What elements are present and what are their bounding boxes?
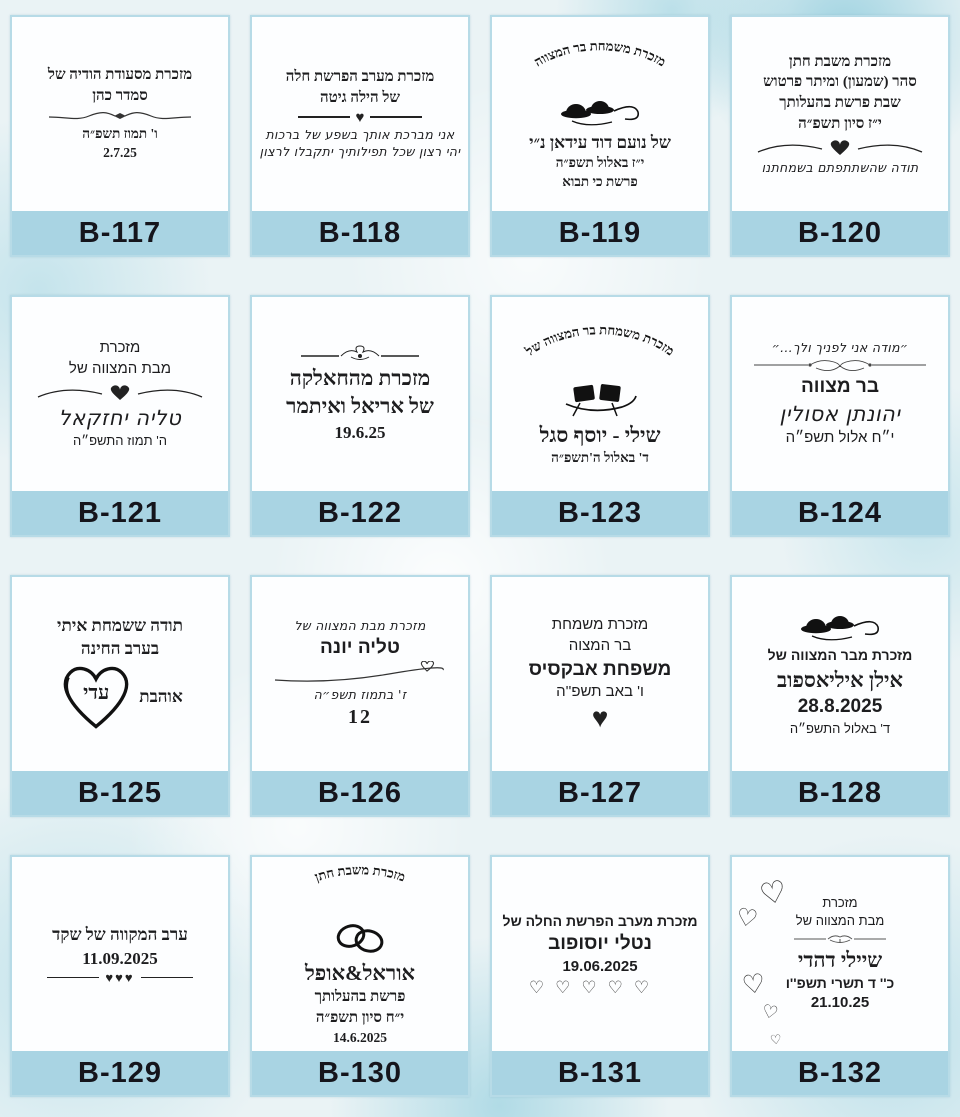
design-card-b-131[interactable]	[490, 855, 710, 1097]
stamp-text-line: טליה יחזקאל	[58, 405, 182, 430]
product-code-label: B-126	[252, 771, 468, 815]
design-card-b-122[interactable]	[250, 295, 470, 537]
stamp-text-line: ה' תמוז התשפ״ה	[73, 432, 167, 448]
product-code-label: B-122	[252, 491, 468, 535]
design-card-b-129[interactable]	[10, 855, 230, 1097]
design-card-b-118[interactable]	[250, 15, 470, 257]
stamp-preview	[492, 857, 708, 1051]
product-code-label: B-131	[492, 1051, 708, 1095]
stamp-text-line: יהי רצון שכל תפילותיך יתקבלו לרצון	[259, 144, 461, 160]
tefillin-ornament	[552, 380, 648, 420]
stamp-text-line: ״מודה אני לפניך ולך...״	[771, 339, 909, 355]
hearts-line-ornament: ♥♥♥	[47, 971, 192, 984]
stamp-text-line: מזכרת	[822, 895, 858, 910]
stamp-preview	[252, 577, 468, 771]
five-hearts-ornament: ♡♡♡♡♡	[528, 977, 661, 997]
arched-title	[504, 321, 696, 378]
stamp-text-line: מזכרת מסעודת הודיה של	[47, 67, 193, 84]
stamp-preview	[12, 297, 228, 491]
design-card-b-121[interactable]	[10, 295, 230, 537]
stamp-preview	[12, 577, 228, 771]
stamp-text-line: פרשת כי תבוא	[562, 174, 638, 190]
stamp-text-line: ז' בתמוז תשפ״ה	[313, 687, 407, 703]
stamp-preview	[12, 857, 228, 1051]
stamp-text-line: מזכרת משמחת	[551, 616, 649, 633]
product-code-label: B-124	[732, 491, 948, 535]
stamp-text-line: מבת המצווה של	[68, 359, 172, 377]
stamp-text-line: י״ז סיון תשפ״ה	[798, 115, 882, 132]
stamp-preview	[492, 17, 708, 211]
stamp-preview	[252, 17, 468, 211]
stamp-text-line: של הילה גיטה	[320, 89, 400, 106]
hats-ornament	[552, 96, 648, 130]
stamp-text-line: שילי - יוסף סגל	[539, 422, 661, 447]
stamp-text-line: מזכרת מבר המצווה של	[767, 647, 913, 664]
stamp-text-line: בר המצוה	[568, 636, 632, 654]
small-flourish-ornament	[790, 932, 890, 945]
heart-outline-icon: עדי	[57, 661, 135, 733]
product-code-label: B-125	[12, 771, 228, 815]
stamp-text-line: מזכרת משבת חתן	[788, 53, 892, 70]
stamp-text-line: כ'' ד תשרי תשפ''ו	[785, 974, 895, 991]
product-code-label: B-132	[732, 1051, 948, 1095]
stamp-text-line: פרשת בהעלותך	[314, 989, 406, 1006]
heart-icon: ♡	[733, 903, 760, 934]
product-code-label: B-118	[252, 211, 468, 255]
heart-line-ornament: ♥	[298, 110, 423, 125]
heart-with-name	[57, 661, 183, 733]
heart-swoosh-ornament	[754, 136, 926, 158]
stamp-text-line: תודה שהשתתפתם בשמחתנו	[761, 159, 919, 175]
stamp-preview	[492, 577, 708, 771]
stamp-preview	[12, 17, 228, 211]
stamp-text-line: מזכרת מערב הפרשת החלה של	[502, 912, 698, 929]
stamp-text-line: של נועם דוד עידאן נ״י	[529, 133, 671, 152]
stamp-text-line: ד' באלול ה'תשפ״ה	[551, 450, 649, 466]
product-code-label: B-120	[732, 211, 948, 255]
stamp-text-line: מזכרת מהחאלקה	[289, 366, 431, 391]
svg-text:מזכרת משבת חתן: מזכרת משבת חתן	[312, 862, 408, 885]
design-card-b-120[interactable]	[730, 15, 950, 257]
product-code-label: B-128	[732, 771, 948, 815]
stamp-text-line: יהונתן אסולין	[779, 402, 901, 427]
arched-title	[264, 861, 456, 918]
stamp-preview	[252, 857, 468, 1051]
stamp-preview	[732, 17, 948, 211]
stamp-text-line: בר מצווה	[800, 376, 880, 398]
product-code-label: B-121	[12, 491, 228, 535]
stamp-text-line: מבת המצווה של	[795, 913, 885, 929]
stamp-text-line: תודה ששמחת איתי	[57, 615, 183, 635]
stamp-preview	[252, 297, 468, 491]
stamp-text-line: אני מברכת אותך בשפע של ברכות	[265, 126, 455, 142]
stamp-text-line: סמדר כהן	[92, 88, 148, 105]
product-code-label: B-127	[492, 771, 708, 815]
stamp-text-line: אוראל&אופל	[304, 961, 416, 986]
stamp-preview	[732, 577, 948, 771]
heart-underline-ornament	[271, 661, 449, 685]
stamp-preview	[732, 857, 948, 1051]
solid-heart-ornament: ♥	[591, 702, 609, 733]
stamp-text-line: שיילי דהדי	[797, 947, 883, 972]
stamp-text-line: משפחת אבקסיס	[528, 658, 672, 680]
stamp-text-line: אילן איליאספוב	[776, 667, 904, 692]
rings-ornament	[324, 920, 396, 958]
stamp-text-line: מזכרת מבת המצווה של	[294, 618, 426, 633]
stamp-text-line: 11.09.2025	[82, 948, 158, 968]
hearts-scatter-decoration	[734, 863, 794, 1051]
stamp-text-line: סהר (שמעון) ומיתר פרטוש	[763, 74, 917, 91]
swirl-divider-ornament	[45, 108, 195, 124]
scroll-flourish-ornament	[752, 357, 928, 373]
svg-text:מזכרת משמחת בר המצווה של: מזכרת משמחת בר המצווה של	[522, 322, 678, 359]
stamp-text-line: 14.6.2025	[333, 1029, 387, 1045]
stamp-text-line: מזכרת	[99, 339, 141, 356]
stamp-preview	[732, 297, 948, 491]
design-card-b-117[interactable]	[10, 15, 230, 257]
stamp-text-line: אוהבת	[139, 687, 183, 707]
stamp-text-line: בערב החינה	[80, 639, 160, 658]
product-code-label: B-119	[492, 211, 708, 255]
design-card-b-126[interactable]	[250, 575, 470, 817]
product-code-label: B-117	[12, 211, 228, 255]
product-code-label: B-123	[492, 491, 708, 535]
heart-swoosh-ornament	[34, 381, 206, 403]
design-card-b-119[interactable]	[490, 15, 710, 257]
stamp-text-line: 2.7.25	[103, 144, 137, 160]
stamp-text-line: שבת פרשת בהעלותך	[779, 95, 901, 112]
stamp-text-line: י״ח סיון תשפ״ה	[315, 1010, 405, 1027]
design-card-b-123[interactable]	[490, 295, 710, 537]
stamp-text-line: 19.6.25	[334, 422, 386, 442]
stamp-text-line: י״ז באלול תשפ״ה	[555, 155, 645, 171]
crown-flourish-ornament	[295, 345, 425, 363]
design-card-b-124[interactable]	[730, 295, 950, 537]
heart-icon: ♡	[760, 1000, 781, 1024]
stamp-text-line: י״ח אלול תשפ״ה	[785, 429, 895, 447]
stamp-text-line: ו' באב תשפ''ה	[556, 683, 644, 701]
stamp-text-line: נטלי יוסופוב	[548, 933, 652, 954]
stamp-text-line: ערב המקווה של שקד	[52, 925, 188, 945]
stamp-preview	[492, 297, 708, 491]
heart-icon: ♡	[740, 967, 768, 1001]
svg-text:מזכרת משמחת בר המצווה: מזכרת משמחת בר המצווה	[531, 38, 669, 70]
design-card-b-127[interactable]	[490, 575, 710, 817]
stamp-text-line: 12	[348, 706, 372, 728]
product-code-label: B-129	[12, 1051, 228, 1095]
design-card-b-132[interactable]	[730, 855, 950, 1097]
stamp-text-line: 28.8.2025	[797, 695, 883, 717]
stamp-text-line: ו' תמוז תשפ״ה	[82, 125, 158, 141]
heart-icon: ♡	[769, 1031, 783, 1048]
design-card-b-128[interactable]	[730, 575, 950, 817]
arched-title	[504, 37, 696, 94]
product-code-label: B-130	[252, 1051, 468, 1095]
heart-icon: ♡	[756, 874, 790, 913]
stamp-text-line: של אריאל ואיתמר	[286, 394, 434, 419]
stamp-text-line: מזכרת מערב הפרשת חלה	[285, 69, 435, 86]
stamp-text-line: 21.10.25	[810, 994, 870, 1012]
design-card-b-130[interactable]	[250, 855, 470, 1097]
hats-ornament	[792, 611, 888, 645]
stamp-text-line: ד' באלול התשפ״ה	[789, 720, 891, 736]
stamp-text-line: 19.06.2025	[562, 957, 638, 975]
stamp-text-line: טליה יונה	[320, 636, 400, 658]
design-card-b-125[interactable]	[10, 575, 230, 817]
